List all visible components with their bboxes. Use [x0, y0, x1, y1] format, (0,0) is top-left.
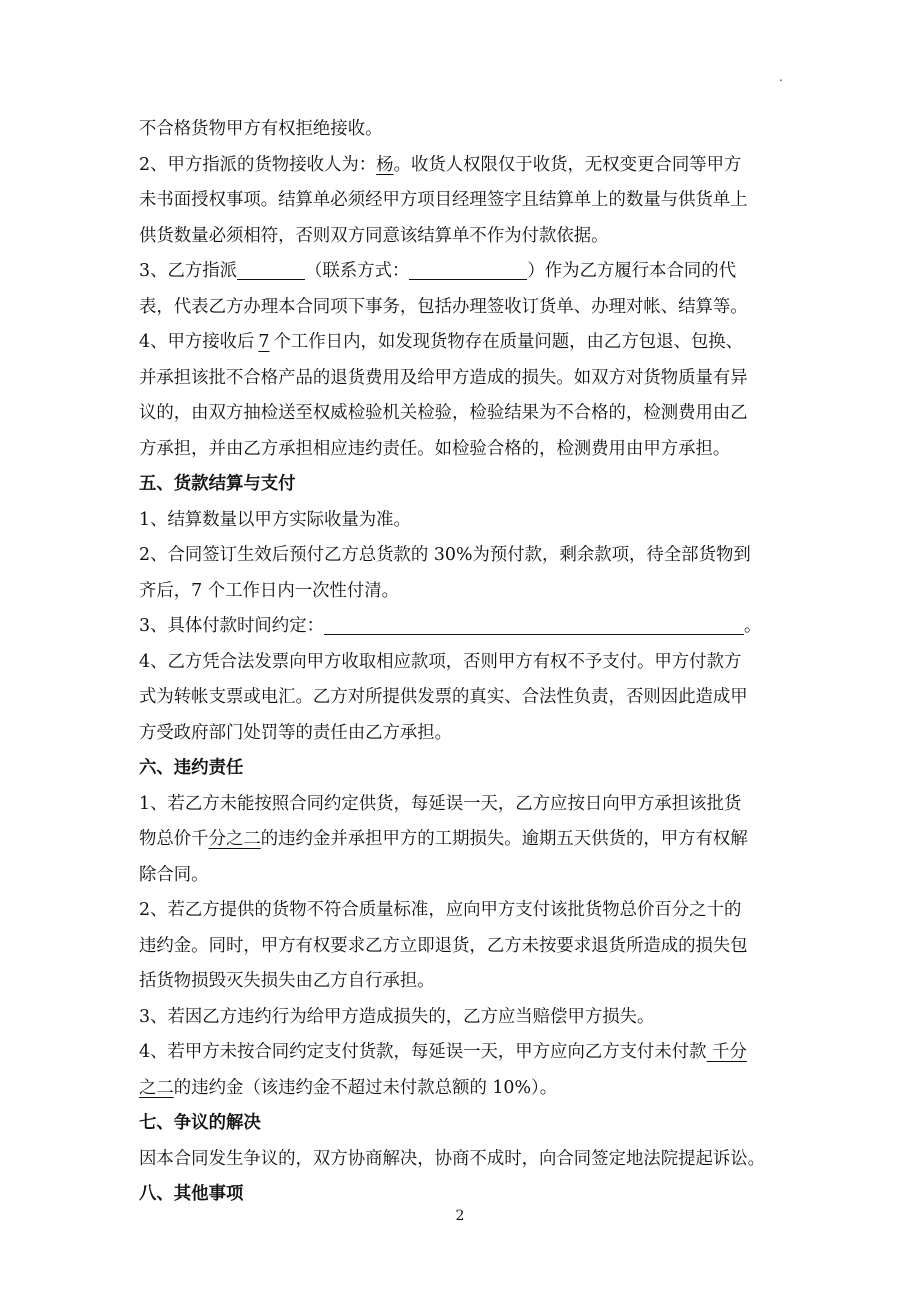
paragraph-line: [139, 254, 789, 290]
paragraph-line: [139, 1071, 789, 1107]
section-heading: 八、其他事项: [139, 1184, 244, 1204]
paragraph-line: 因本合同发生争议的，双方协商解决，协商不成时，向合同签定地法院提起诉讼。: [139, 1148, 766, 1169]
paragraph-line: 方受政府部门处罚等的责任由乙方承担。: [139, 722, 453, 743]
text: 2、甲方指派的货物接收人为：: [139, 154, 377, 175]
representative-blank: [237, 259, 305, 280]
text: 3、具体付款时间约定：: [139, 616, 324, 636]
paragraph-line: 方承担，并由乙方承担相应违约责任。如检验合格的，检测费用由甲方承担。: [139, 438, 731, 459]
paragraph-line: [139, 325, 789, 361]
penalty-rate: 分之二: [208, 829, 261, 849]
paragraph-line: 违约金。同时，甲方有权要求乙方立即退货，乙方未按要求退货所造成的损失包: [139, 935, 748, 956]
section-heading: 六、违约责任: [139, 758, 244, 778]
text: （联系方式：: [305, 261, 410, 281]
section-heading: 七、争议的解决: [139, 1113, 261, 1133]
contract-body: [139, 112, 789, 1213]
paragraph-line: 4、乙方凭合法发票向甲方收取相应款项，否则甲方有权不予支付。甲方付款方: [139, 651, 742, 672]
paragraph-line: 1、若乙方未能按照合同约定供货，每延误一天，乙方应按日向甲方承担该批货: [139, 793, 742, 814]
text: 的违约金（该违约金不超过未付款总额的 10%）。: [173, 1077, 558, 1098]
page-number: 2: [455, 1208, 465, 1224]
paragraph-line: 除合同。: [139, 864, 209, 885]
paragraph-line: 并承担该批不合格产品的退货费用及给甲方造成的损失。如双方对货物质量有异: [139, 367, 748, 388]
paragraph-line: 供货数量必须相符，否则双方同意该结算单不作为付款依据。: [139, 225, 609, 246]
text: ）作为乙方履行本合同的代: [527, 261, 737, 281]
paragraph-line: 议的，由双方抽检送至权威检验机关检验，检验结果为不合格的，检测费用由乙: [139, 403, 748, 423]
paragraph-line: 齐后，7 个工作日内一次性付清。: [139, 580, 400, 601]
paragraph-line: 括货物损毁灭失损失由乙方自行承担。: [139, 971, 435, 991]
contact-blank: [409, 259, 527, 280]
text: 个工作日内，如发现货物存在质量问题，由乙方包退、包换、: [273, 332, 744, 352]
paragraph-line: [139, 148, 789, 184]
text: 4、若甲方未按合同约定支付货款，每延误一天，甲方应向乙方支付未付款: [139, 1042, 707, 1062]
paragraph-line: 3、若因乙方违约行为给甲方造成损失的，乙方应当赔偿甲方损失。: [139, 1006, 655, 1027]
header-mark: .: [779, 70, 783, 84]
paragraph-line: [139, 609, 789, 645]
days-value: 7: [258, 332, 270, 352]
text: 。收货人权限仅于收货，无权变更合同等甲方: [393, 154, 742, 175]
payment-time-blank: [324, 614, 744, 635]
receiver-name: 杨: [376, 154, 394, 175]
paragraph-line: 式为转帐支票或电汇。乙方对所提供发票的真实、合法性负责，否则因此造成甲: [139, 687, 748, 707]
text: 。: [743, 616, 762, 636]
text: 3、乙方指派: [139, 261, 238, 281]
paragraph-line: [139, 822, 789, 858]
section-heading: 五、货款结算与支付: [139, 474, 296, 494]
paragraph-line: 2、若乙方提供的货物不符合质量标准，应向甲方支付该批货物总价百分之十的: [139, 900, 742, 920]
text: 4、甲方接收后: [139, 332, 255, 352]
paragraph-line: 1、结算数量以甲方实际收量为准。: [139, 509, 411, 530]
paragraph-line: 未书面授权事项。结算单必须经甲方项目经理签字且结算单上的数量与供货单上: [139, 190, 748, 210]
text: 物总价千: [139, 829, 209, 849]
paragraph-line: 2、合同签订生效后预付乙方总货款的 30%为预付款，剩余款项，待全部货物到: [139, 545, 751, 565]
text: 的违约金并承担甲方的工期损失。逾期五天供货的，甲方有权解: [260, 829, 748, 849]
penalty-rate: 千分: [706, 1042, 747, 1062]
paragraph-line: 不合格货物甲方有权拒绝接收。: [139, 119, 383, 139]
penalty-rate: 之二: [139, 1077, 174, 1098]
paragraph-line: 表，代表乙方办理本合同项下事务，包括办理签收订货单、办理对帐、结算等。: [139, 296, 748, 317]
paragraph-line: [139, 1035, 789, 1071]
